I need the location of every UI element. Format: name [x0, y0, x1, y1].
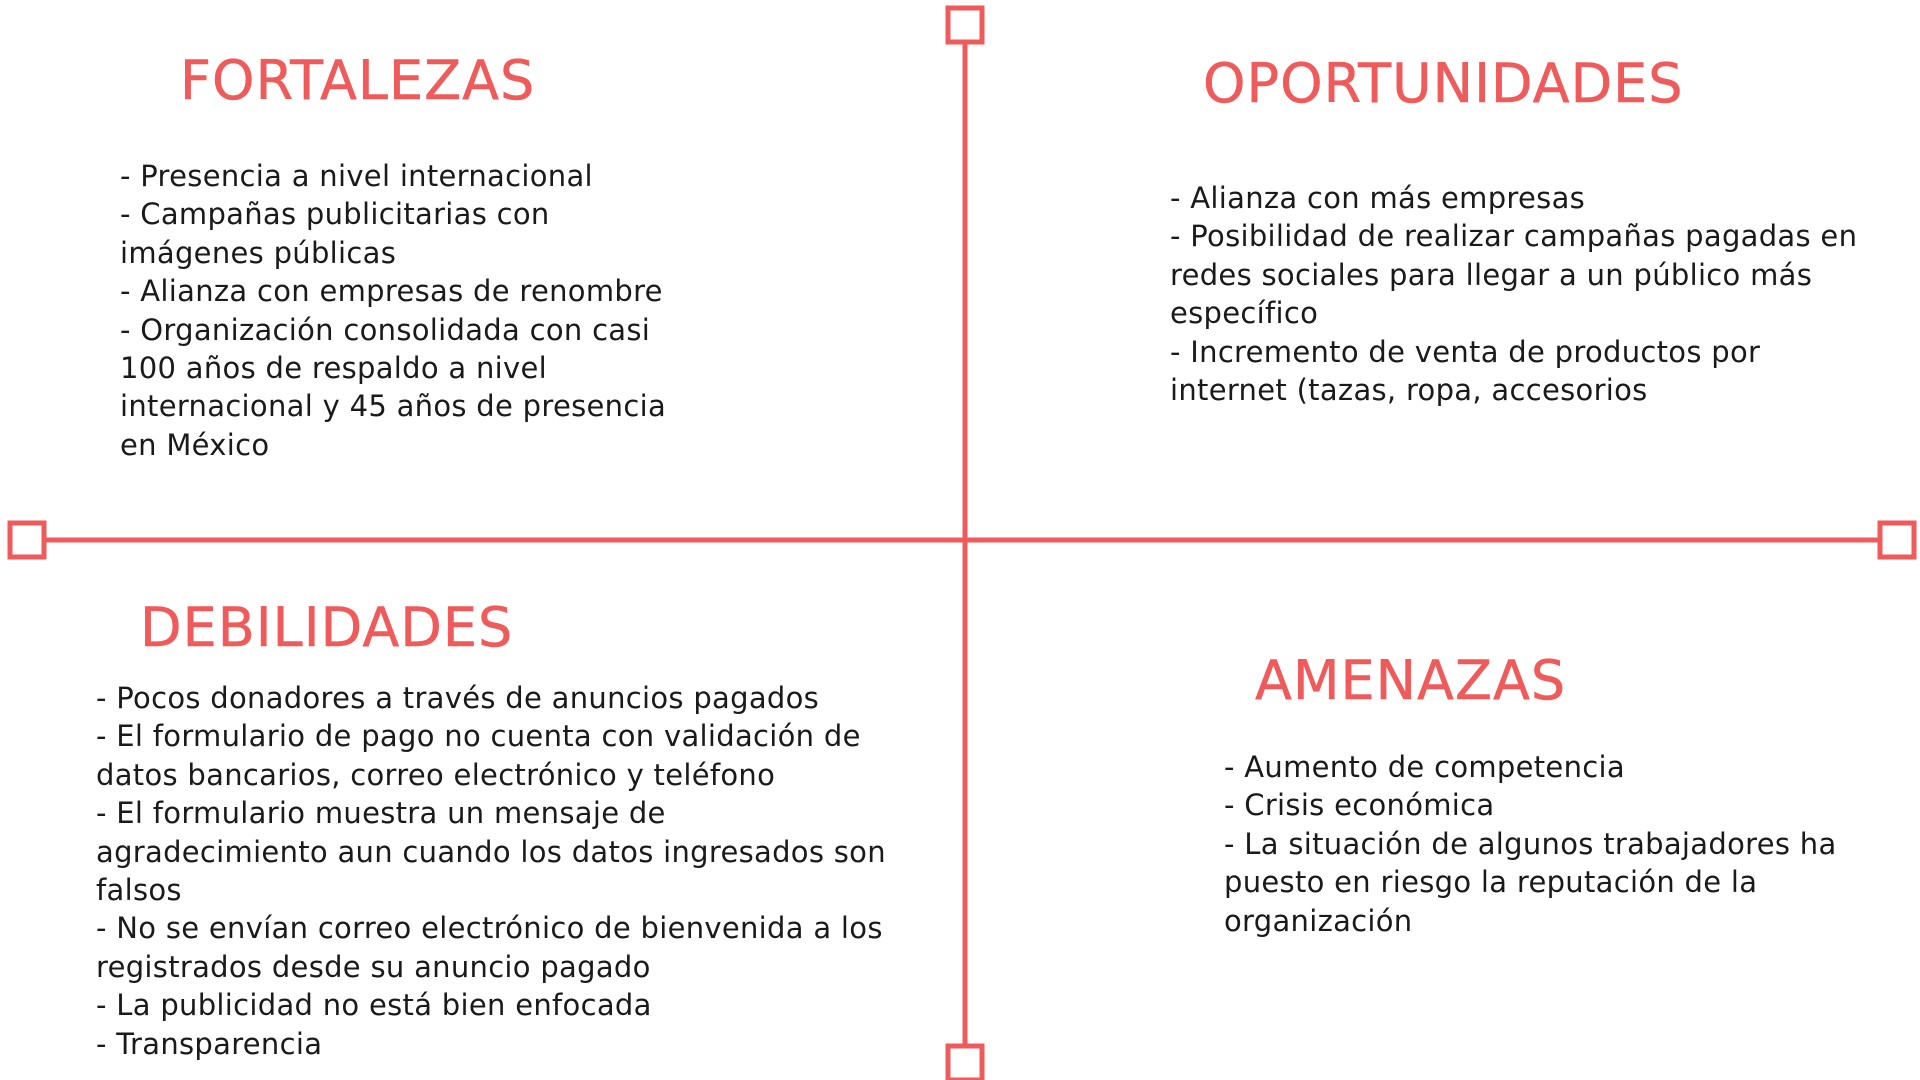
list-item: - La situación de algunos trabajadores ha puesto en riesgo la reputación de la organización [1224, 826, 1837, 938]
list-item: - Campañas publicitarias con imágenes públicas [120, 197, 550, 270]
list-item: - Organización consolidada con casi 100 años de respaldo a nivel internacional y 45 años de presencia en México [120, 312, 667, 462]
list-item: - El formulario muestra un mensaje de agradecimiento aun cuando los datos ingresados son falsos [96, 796, 886, 908]
list-item: - Presencia a nivel internacional [120, 159, 593, 193]
list-item: - Posibilidad de realizar campañas pagadas en redes sociales para llegar a un público más específico [1170, 219, 1858, 331]
quadrant-item-list [1224, 748, 1874, 940]
quadrant-title: DEBILIDADES [140, 596, 514, 659]
list-item: - Transparencia [96, 1026, 323, 1061]
axis-end-square-left [10, 523, 44, 557]
list-item: - No se envían correo electrónico de bienvenida a los registrados desde su anuncio pagado [96, 911, 883, 984]
axis-end-square-top [948, 8, 982, 42]
list-item: - Alianza con más empresas [1170, 181, 1586, 215]
quadrant-title: AMENAZAS [1255, 649, 1567, 712]
list-item: - El formulario de pago no cuenta con validación de datos bancarios, correo electrónico y teléfono [96, 719, 861, 792]
list-item: - Alianza con empresas de renombre [120, 274, 663, 309]
quadrant-item-list [1170, 179, 1860, 409]
list-item: - Aumento de competencia [1224, 750, 1625, 784]
list-item: - Incremento de venta de productos por internet (tazas, ropa, accesorios [1170, 334, 1761, 408]
list-item: - Pocos donadores a través de anuncios pagados [96, 681, 820, 715]
axis-end-square-bottom [948, 1046, 982, 1080]
quadrant-item-list [96, 679, 896, 1063]
quadrant-title: FORTALEZAS [180, 49, 536, 112]
quadrant-title: OPORTUNIDADES [1203, 52, 1684, 115]
quadrant-item-list [120, 157, 690, 464]
list-item: - Crisis económica [1224, 788, 1495, 823]
axis-end-square-right [1880, 523, 1914, 557]
list-item: - La publicidad no está bien enfocada [96, 988, 652, 1023]
